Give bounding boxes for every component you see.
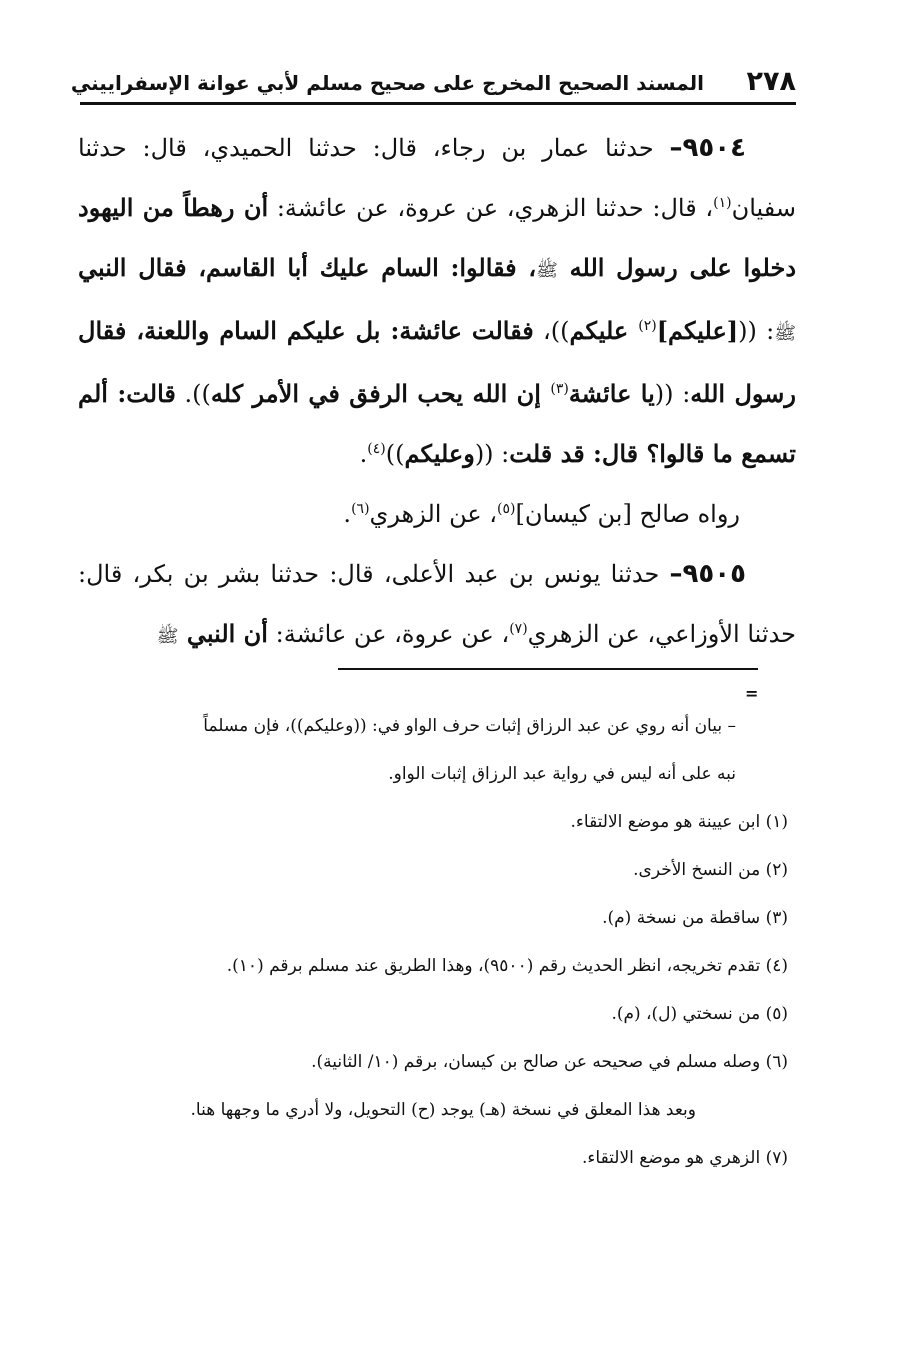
isnad-text: حدثنا يونس بن عبد الأعلى، قال: حدثنا بشر بن بكر، قال: حدثنا الأوزاعي، عن الزهري [78, 560, 796, 648]
continuation-mark: = [745, 684, 759, 703]
hadith-number: ٩٥٠٤– [669, 133, 746, 163]
footnote-ref-2: (٢) [638, 318, 657, 334]
matn-text: ، فقالوا: السام عليك أبا القاسم، فقال النبي [78, 253, 537, 282]
matn-text: أن النبي [178, 619, 268, 648]
footnote-5: (٥) من نسختي (ل)، (م). [611, 1004, 788, 1024]
matn-text: قالت: ألم تسمع ما قالوا؟ قال: قد قلت [78, 379, 796, 468]
footnote-ref-3: (٣) [550, 381, 569, 397]
matn-text: فقالت عائشة: بل عليكم السام واللعنة، فقال رسول الله [78, 316, 796, 408]
main-text [78, 118, 796, 667]
hadith-number: ٩٥٠٥– [669, 559, 746, 589]
quote-close: )) [385, 440, 405, 468]
isnad-text: حدثنا عمار بن رجاء، قال: حدثنا الحميدي، قال: حدثنا سفيان [78, 134, 796, 222]
footnote-ref-7: (٧) [509, 621, 528, 637]
hadith-9505 [78, 544, 796, 667]
isnad-text: ، قال: حدثنا الزهري، عن عروة، عن عائشة: [268, 194, 714, 222]
footnote-ref-6: (٦) [351, 501, 370, 517]
footnote-3: (٣) ساقطة من نسخة (م). [602, 908, 788, 928]
footnote-ref-5: (٥) [497, 501, 516, 517]
matn-text: وعليكم [404, 439, 475, 468]
period: . [359, 440, 368, 468]
quote-close: )). [175, 380, 211, 408]
matn-text: يا عائشة [568, 379, 655, 408]
matn-text: [عليكم] [656, 316, 739, 345]
running-title: المسند الصحيح المخرج على صحيح مسلم لأبي عوانة الإسفراييني [70, 71, 704, 95]
footnote-7: (٧) الزهري هو موضع الالتقاء. [582, 1148, 788, 1168]
hadith-9504 [78, 118, 796, 484]
riwayah-note [78, 484, 796, 544]
footnotes [78, 702, 796, 1182]
page-number: ٢٧٨ [746, 66, 796, 97]
footnote-1: (١) ابن عيينة هو موضع الالتقاء. [570, 812, 788, 832]
footnote-2: (٢) من النسخ الأخرى. [633, 860, 788, 880]
footnote-ref-4: (٤) [367, 441, 386, 457]
footnote-continuation: – بيان أنه روي عن عبد الرزاق إثبات حرف الواو في: ((وعليكم))، فإن مسلماً [203, 716, 736, 736]
footnote-4: (٤) تقدم تخريجه، انظر الحديث رقم (٩٥٠٠)، وهذا الطريق عند مسلم برقم (١٠). [226, 956, 788, 976]
riwayah-text: ، عن الزهري [369, 500, 498, 528]
matn-text: أن رهطاً من اليهود دخلوا على رسول الله [78, 193, 797, 282]
salawat-glyph: ﷺ [774, 323, 796, 344]
matn-text: عليكم [569, 316, 639, 345]
matn-text: إن الله يحب الرفق في الأمر كله [210, 379, 551, 408]
footnote-continuation: نبه على أنه ليس في رواية عبد الرزاق إثبات الواو. [388, 764, 736, 784]
footnote-6: (٦) وصله مسلم في صحيحه عن صالح بن كيسان، برقم (١٠/ الثانية). [311, 1052, 788, 1072]
quote-open: : (( [738, 317, 775, 345]
riwayah-text: رواه صالح [بن كيسان] [515, 500, 740, 528]
salawat-glyph: ﷺ [536, 260, 558, 281]
footnote-6-continuation: وبعد هذا المعلق في نسخة (هـ) يوجد (ح) التحويل، ولا أدري ما وجهها هنا. [190, 1100, 696, 1120]
salawat-glyph: ﷺ [156, 626, 179, 647]
isnad-text: ، عن عروة، عن عائشة: [267, 620, 510, 648]
quote-open: : (( [654, 380, 691, 408]
period: . [343, 500, 352, 528]
footnote-ref-1: (١) [713, 195, 732, 211]
page-header [70, 66, 796, 105]
footnote-separator [338, 668, 758, 670]
quote-open: : (( [474, 440, 510, 468]
quote-close: ))، [533, 317, 570, 345]
